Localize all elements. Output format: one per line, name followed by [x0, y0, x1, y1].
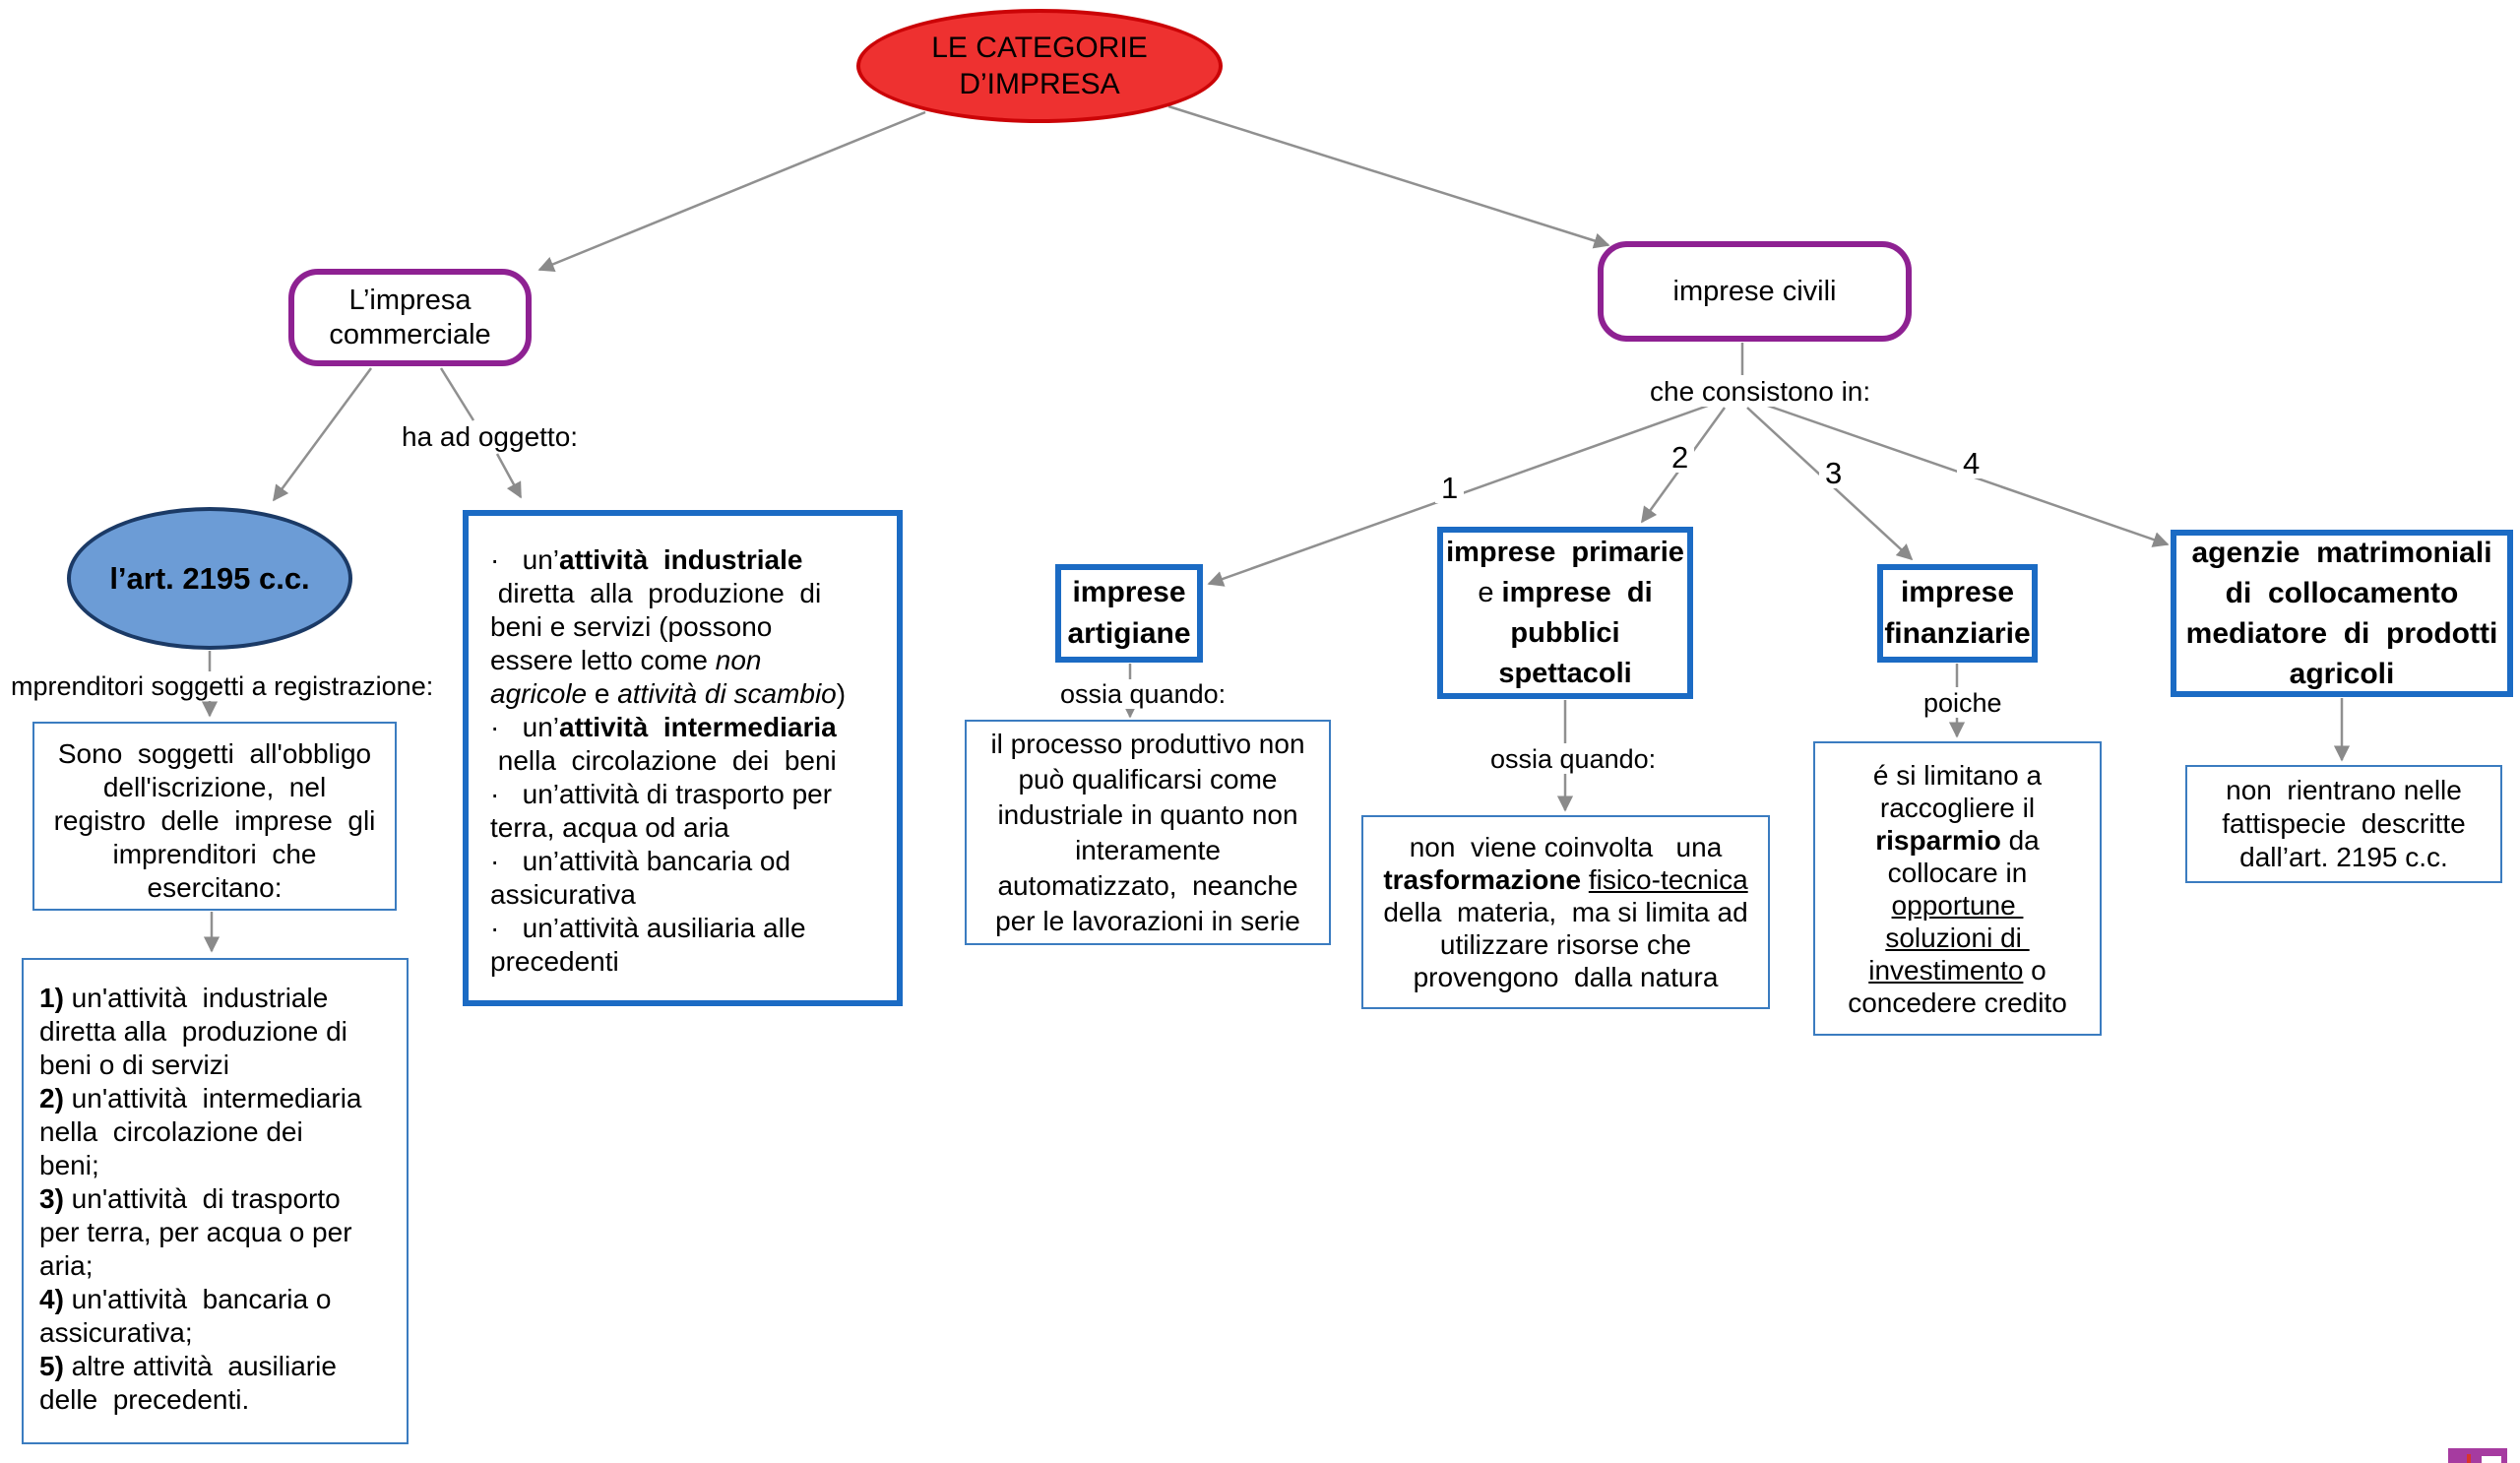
- edge-label-ha-ad-oggetto: ha ad oggetto:: [399, 422, 581, 452]
- edge-label-ossia-quando-2: ossia quando:: [1487, 744, 1659, 774]
- edge-label-imprenditori-registrazione: mprenditori soggetti a registrazione:: [8, 671, 436, 701]
- logo-white-mark: [2482, 1456, 2501, 1463]
- connector-root-commerciale: [539, 112, 925, 270]
- connector-commerciale-art2195: [274, 368, 371, 500]
- edge-label-poiche: poiche: [1921, 688, 2005, 718]
- watermark-logo-fragment: [2448, 1448, 2507, 1463]
- node-categorie-impresa-label: LE CATEGORIE D’IMPRESA: [931, 32, 1148, 100]
- node-processo-produttivo: il processo produttivo non può qualificarsi come industriale in quanto non interamente automatizzato, neanche per le lavorazioni in serie: [965, 720, 1331, 945]
- node-imprese-finanziarie: imprese finanziarie: [1877, 564, 2038, 663]
- node-categorie-impresa: [856, 9, 1223, 123]
- node-risparmio: é si limitano a raccogliere il risparmio da collocare in opportune soluzioni di investimento o concedere credito: [1813, 741, 2102, 1036]
- logo-red-mark: [2467, 1454, 2471, 1463]
- node-sono-soggetti: Sono soggetti all'obbligo dell'iscrizione, nel registro delle imprese gli imprenditori che esercitano:: [32, 722, 397, 911]
- node-impresa-commerciale-label: L’impresa commerciale: [329, 284, 491, 350]
- node-art-2195-label: l’art. 2195 c.c.: [109, 560, 310, 596]
- node-imprese-civili: [1598, 241, 1912, 342]
- node-imprese-primarie: imprese primarie e imprese di pubblici spettacoli: [1437, 527, 1693, 699]
- edge-label-che-consistono: che consistono in:: [1647, 377, 1873, 407]
- connector-root-civili: [1168, 106, 1608, 245]
- node-imprese-civili-label: imprese civili: [1672, 276, 1837, 307]
- node-imprese-artigiane: imprese artigiane: [1055, 564, 1203, 663]
- node-art-2195: [67, 507, 352, 650]
- edge-number-2: 2: [1666, 442, 1694, 473]
- edge-number-1: 1: [1435, 473, 1464, 503]
- node-elenco-numerato: 1) un'attività industriale diretta alla produzione di beni o di servizi 2) un'attività intermediaria nella circolazione dei beni; 3) un'attività di trasporto per terra, per acqua o per aria; 4) un'attività bancaria o assicurativa; 5) altre attività ausiliarie delle precedenti.: [22, 958, 409, 1444]
- connector-commerciale-oggetto-a: [441, 368, 473, 420]
- node-impresa-commerciale: [288, 269, 532, 366]
- edge-label-ossia-quando-1: ossia quando:: [1057, 679, 1228, 709]
- node-oggetto-attivita: · un’attività industriale diretta alla produzione di beni e servizi (possono essere letto come non agricole e attività di scambio) · un’attività intermediaria nella circolazione dei beni · un’attività di trasporto per terra, acqua od aria · un’attività bancaria od assicurativa · un’attività ausiliaria alle precedenti: [463, 510, 903, 1006]
- connector-commerciale-oggetto-b: [497, 454, 521, 497]
- node-trasformazione: non viene coinvolta una trasformazione fisico-tecnica della materia, ma si limita ad utilizzare risorse che provengono dalla natura: [1361, 815, 1770, 1009]
- edge-number-3: 3: [1819, 458, 1848, 488]
- node-agenzie-matrimoniali: agenzie matrimoniali di collocamento mediatore di prodotti agricoli: [2171, 530, 2513, 697]
- node-non-rientrano: non rientrano nelle fattispecie descritte dall’art. 2195 c.c.: [2185, 765, 2502, 883]
- edge-number-4: 4: [1957, 448, 1985, 478]
